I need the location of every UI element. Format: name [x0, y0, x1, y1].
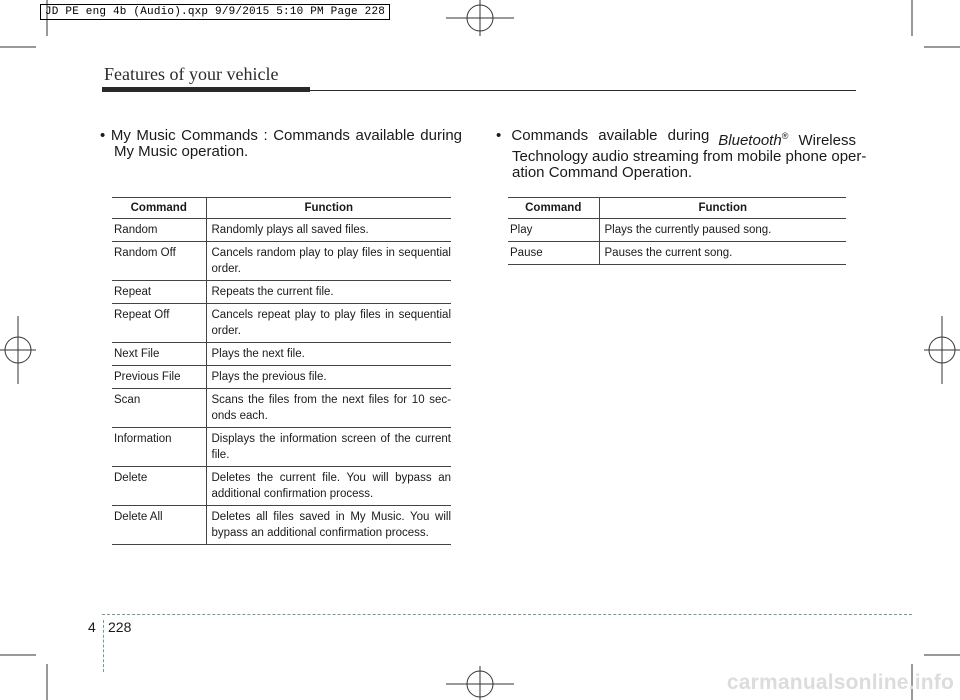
function-cell: Scans the files from the next files for 10 sec-onds each.: [206, 389, 451, 428]
bluetooth-bullet-post: Wireless: [798, 132, 856, 149]
command-header: Command: [112, 198, 206, 219]
table-row: [112, 304, 451, 343]
function-cell: Plays the next file.: [206, 343, 451, 366]
function-header: Function: [599, 198, 846, 219]
function-cell: Plays the currently paused song.: [599, 219, 846, 242]
function-cell: Randomly plays all saved files.: [206, 219, 451, 242]
function-cell: Pauses the current song.: [599, 242, 846, 265]
table-row: [112, 343, 451, 366]
file-header: JD PE eng 4b (Audio).qxp 9/9/2015 5:10 PM Page 228: [40, 4, 390, 20]
table-row: [508, 242, 846, 265]
table-row: [112, 428, 451, 467]
function-cell: Deletes all files saved in My Music. You will bypass an additional confirmation process.: [206, 506, 451, 545]
bluetooth-bullet-line3: ation Command Operation.: [512, 164, 693, 181]
function-cell: Deletes the current file. You will bypass an additional confirmation process.: [206, 467, 451, 506]
footer-rule: [102, 614, 912, 615]
command-cell: Delete: [112, 467, 206, 506]
function-cell: Repeats the current file.: [206, 281, 451, 304]
bluetooth-bullet: [496, 127, 867, 181]
table-row: [112, 242, 451, 281]
table-row: [112, 467, 451, 506]
command-cell: Scan: [112, 389, 206, 428]
command-cell: Information: [112, 428, 206, 467]
function-cell: Cancels random play to play files in sequential order.: [206, 242, 451, 281]
command-cell: Previous File: [112, 366, 206, 389]
bluetooth-bullet-line2: Technology audio streaming from mobile phone oper-: [512, 148, 867, 165]
command-cell: Play: [508, 219, 599, 242]
my-music-bullet-line1: • My Music Commands : Commands available during: [100, 127, 462, 144]
command-cell: Delete All: [112, 506, 206, 545]
section-title: Features of your vehicle: [104, 64, 279, 84]
table-row: [112, 219, 451, 242]
table-row: [112, 281, 451, 304]
footer-separator: [103, 620, 104, 672]
command-cell: Pause: [508, 242, 599, 265]
header-bar: [102, 87, 310, 92]
function-cell: Displays the information screen of the current file.: [206, 428, 451, 467]
bluetooth-bullet-pre: • Commands available during: [496, 127, 710, 144]
registered-mark: ®: [781, 131, 789, 141]
command-cell: Random Off: [112, 242, 206, 281]
command-header: Command: [508, 198, 599, 219]
command-cell: Repeat Off: [112, 304, 206, 343]
command-cell: Repeat: [112, 281, 206, 304]
table-row: [112, 506, 451, 545]
table-row: [112, 366, 451, 389]
page-number: 228: [108, 619, 132, 635]
watermark: carmanualsonline.info: [726, 671, 954, 694]
command-cell: Next File: [112, 343, 206, 366]
bluetooth-command-table: [508, 197, 846, 265]
function-header: Function: [206, 198, 451, 219]
bluetooth-bullet-italic: Bluetooth: [718, 132, 782, 149]
table-row: [112, 389, 451, 428]
my-music-command-table: [112, 197, 451, 545]
my-music-bullet: [100, 128, 462, 160]
my-music-bullet-line2: My Music operation.: [114, 143, 249, 160]
command-cell: Random: [112, 219, 206, 242]
table-row: [508, 219, 846, 242]
function-cell: Cancels repeat play to play files in sequential order.: [206, 304, 451, 343]
function-cell: Plays the previous file.: [206, 366, 451, 389]
chapter-number: 4: [88, 619, 96, 635]
